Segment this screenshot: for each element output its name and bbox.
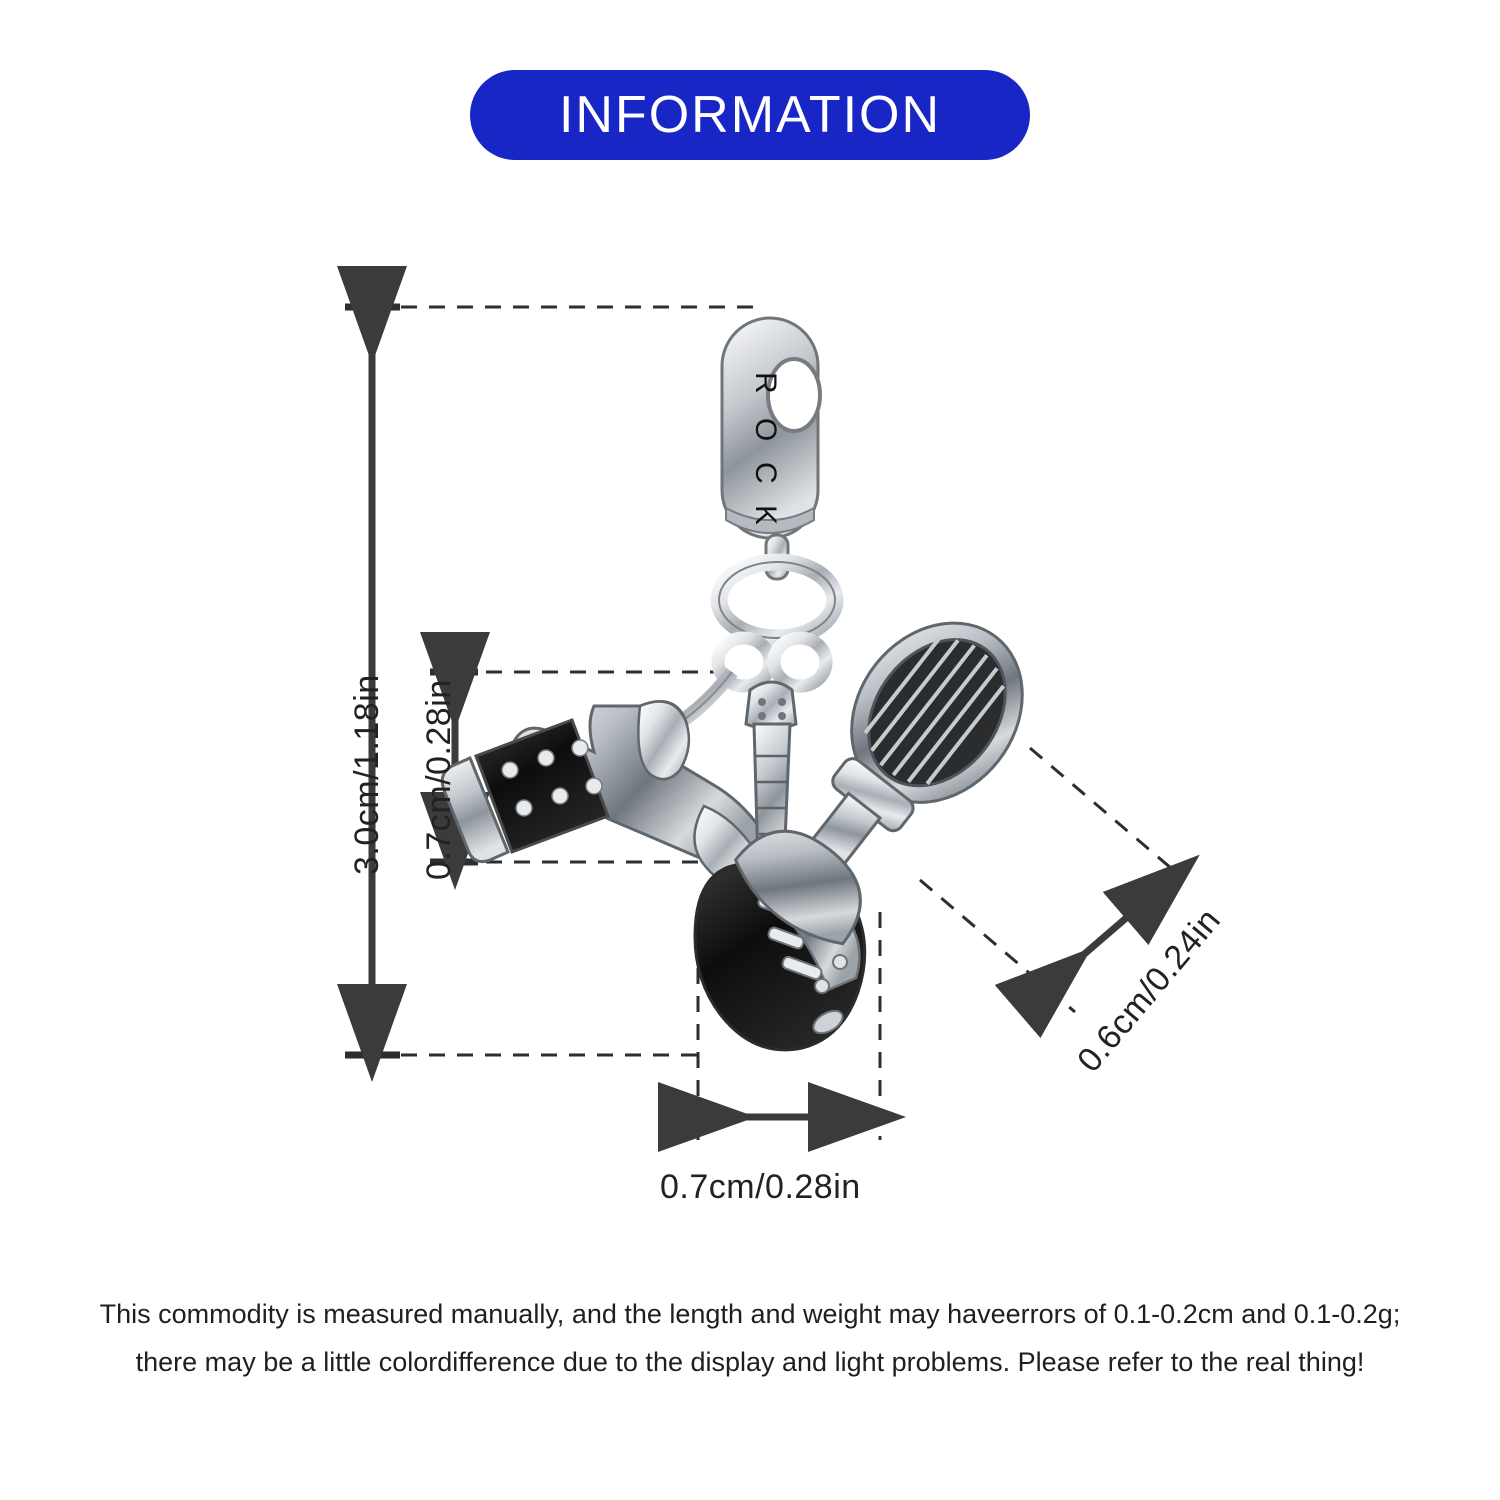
- rock-bail-charm: [722, 318, 820, 538]
- dimension-label-guitar-width: 0.7cm/0.28in: [660, 1168, 861, 1206]
- rock-engraving-text: R: [749, 372, 782, 394]
- charm-assembly: [442, 318, 1057, 1050]
- dimension-label-microphone-width: 0.6cm/0.24in: [1070, 901, 1229, 1080]
- disclaimer-line-2: there may be a little colordifference due to the display and light problems. Please refer to the real thing!: [135, 1347, 1365, 1377]
- svg-text:O: O: [749, 418, 782, 442]
- page-title: INFORMATION: [558, 86, 942, 144]
- disclaimer-note: [0, 1290, 1500, 1386]
- dimension-label-total-height: 3.0cm/1.18in: [348, 674, 386, 875]
- svg-text:K: K: [749, 505, 782, 526]
- dimension-label-hand-height: 0.7cm/0.28in: [420, 679, 458, 880]
- disclaimer-line-1: This commodity is measured manually, and the length and weight may haveerrors of 0.1-0.2cm and 0.1-0.2g;: [99, 1299, 1401, 1329]
- rock-hand-charm: [442, 672, 767, 884]
- svg-text:C: C: [749, 462, 782, 484]
- connector-loop: [718, 535, 835, 686]
